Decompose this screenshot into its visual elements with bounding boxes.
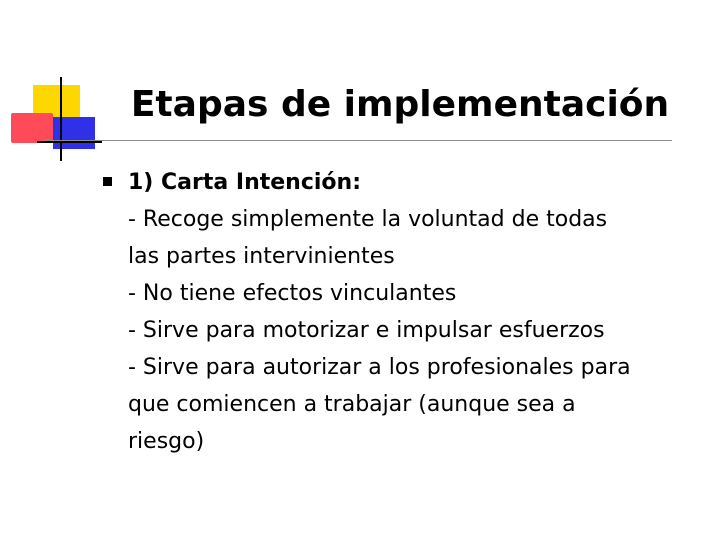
bullet-line: - Recoge simplemente la voluntad de todas <box>128 207 608 232</box>
bullet-line: las partes intervinientes <box>128 244 395 269</box>
bullet-line: riesgo) <box>128 429 205 454</box>
bullet-line: - Sirve para autorizar a los profesionales para <box>128 355 631 380</box>
red-square <box>11 113 53 143</box>
bullet-heading: 1) Carta Intención: <box>128 170 361 195</box>
horizontal-line <box>37 141 102 143</box>
title-underline <box>45 140 672 141</box>
vertical-line <box>60 77 62 161</box>
decorative-squares-logo <box>0 0 110 170</box>
bullet-content <box>128 164 698 460</box>
bullet-line: que comiencen a trabajar (aunque sea a <box>128 392 576 417</box>
bullet-line: - No tiene efectos vinculantes <box>128 281 457 306</box>
slide-title: Etapas de implementación <box>130 84 670 125</box>
square-bullet-icon <box>103 177 112 186</box>
bullet-line: - Sirve para motorizar e impulsar esfuerzos <box>128 318 605 343</box>
